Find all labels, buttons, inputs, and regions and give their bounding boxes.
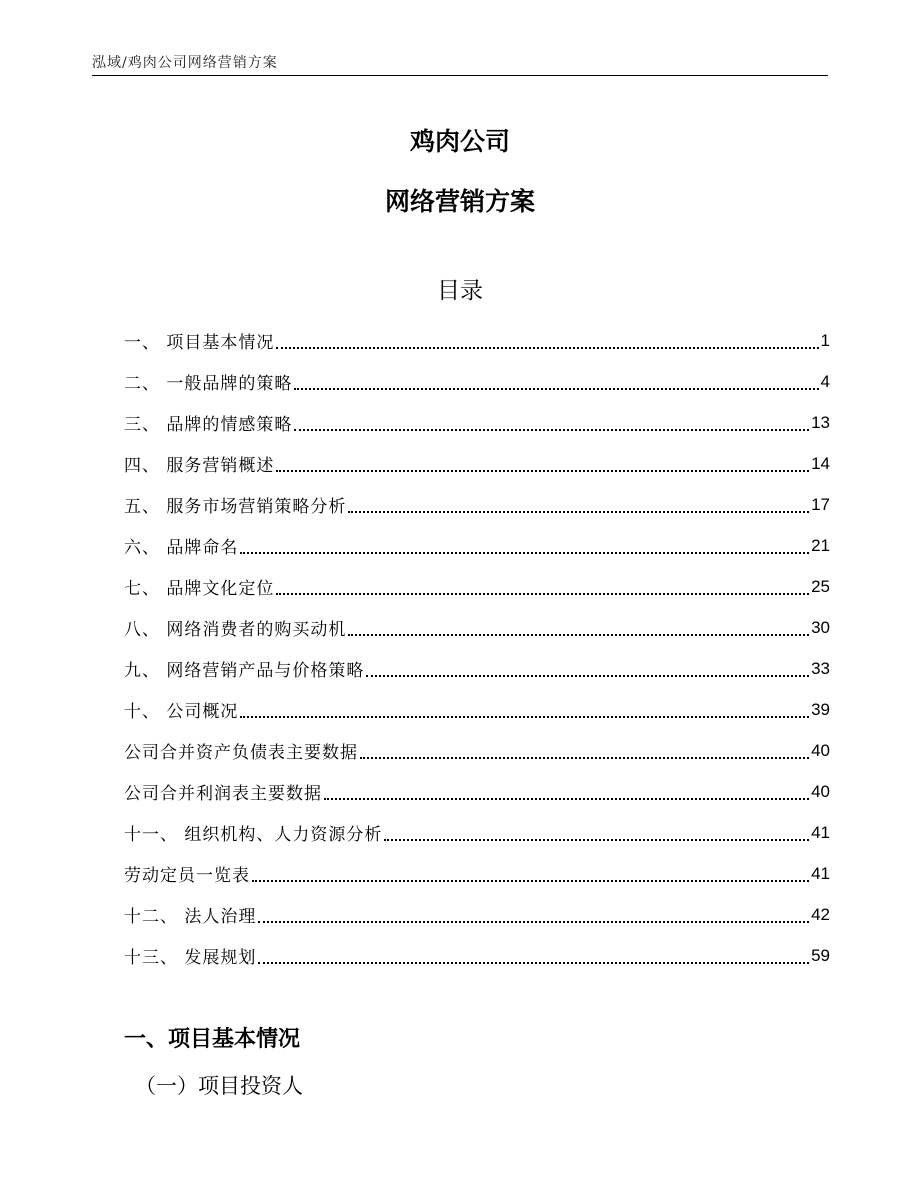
toc-entry[interactable] <box>124 443 830 484</box>
toc-leader-dots <box>348 633 809 636</box>
toc-leader-dots <box>258 961 809 964</box>
toc-entry[interactable] <box>124 853 830 894</box>
toc-leader-dots <box>324 797 809 800</box>
toc-leader-dots <box>240 551 809 554</box>
toc-leader-dots <box>276 469 809 472</box>
toc-entry-page: 41 <box>811 822 830 842</box>
toc-heading: 目录 <box>437 278 483 304</box>
toc-entry[interactable] <box>124 894 830 935</box>
toc-leader-dots <box>252 879 809 882</box>
toc-entry-label: 一、 项目基本情况 <box>124 333 275 353</box>
toc-leader-dots <box>276 592 809 595</box>
toc-entry-page: 14 <box>811 453 830 473</box>
toc-entry-page: 40 <box>811 781 830 801</box>
toc-entry-label: 四、 服务营销概述 <box>124 456 275 476</box>
toc-leader-dots <box>384 838 809 841</box>
toc-entry-label: 三、 品牌的情感策略 <box>124 415 293 435</box>
toc-entry-label: 十二、 法人治理 <box>124 907 257 927</box>
toc-entry[interactable] <box>124 648 830 689</box>
toc-entry-label: 七、 品牌文化定位 <box>124 579 275 599</box>
running-header: 泓域/鸡肉公司网络营销方案 <box>92 55 278 71</box>
toc-entry-label: 十、 公司概况 <box>124 702 239 722</box>
toc-entry[interactable] <box>124 771 830 812</box>
toc-entry-label: 公司合并利润表主要数据 <box>124 784 322 804</box>
toc-entry-label: 五、 服务市场营销策略分析 <box>124 497 347 517</box>
toc-entry[interactable] <box>124 361 830 402</box>
toc-entry-label: 公司合并资产负债表主要数据 <box>124 743 358 763</box>
toc-entry-page: 41 <box>811 863 830 883</box>
toc-entry[interactable] <box>124 566 830 607</box>
toc-entry-page: 1 <box>820 330 830 350</box>
toc-entry[interactable] <box>124 812 830 853</box>
toc-leader-dots <box>348 510 809 513</box>
toc-entry-label: 十一、 组织机构、人力资源分析 <box>124 825 383 845</box>
toc-entry-page: 17 <box>811 494 830 514</box>
toc-entry-page: 4 <box>820 371 830 391</box>
toc-entry[interactable] <box>124 935 830 976</box>
toc-entry-label: 十三、 发展规划 <box>124 948 257 968</box>
toc-entry-page: 59 <box>811 945 830 965</box>
toc-entry-page: 13 <box>811 412 830 432</box>
toc-entry[interactable] <box>124 320 830 361</box>
toc-entry-page: 42 <box>811 904 830 924</box>
toc-leader-dots <box>258 920 809 923</box>
toc-entry-label: 八、 网络消费者的购买动机 <box>124 620 347 640</box>
toc-entry-label: 六、 品牌命名 <box>124 538 239 558</box>
toc-leader-dots <box>294 428 809 431</box>
document-title-line2: 网络营销方案 <box>384 187 535 216</box>
toc-leader-dots <box>276 346 818 349</box>
toc-entry-page: 30 <box>811 617 830 637</box>
header-divider <box>92 75 828 76</box>
toc-entry-label: 二、 一般品牌的策略 <box>124 374 293 394</box>
toc-entry-label: 劳动定员一览表 <box>124 866 250 886</box>
toc-leader-dots <box>294 387 818 390</box>
toc-entry[interactable] <box>124 689 830 730</box>
toc-entry-page: 21 <box>811 535 830 555</box>
toc-entry-page: 40 <box>811 740 830 760</box>
toc-entry[interactable] <box>124 402 830 443</box>
toc-entry-page: 33 <box>811 658 830 678</box>
document-title-line1: 鸡肉公司 <box>409 127 510 156</box>
table-of-contents <box>124 320 830 976</box>
toc-entry-label: 九、 网络营销产品与价格策略 <box>124 661 365 681</box>
section-heading: 一、项目基本情况 <box>124 1027 301 1052</box>
sub-heading: （一）项目投资人 <box>135 1074 303 1098</box>
toc-leader-dots <box>366 674 809 677</box>
toc-entry-page: 39 <box>811 699 830 719</box>
toc-entry[interactable] <box>124 525 830 566</box>
toc-leader-dots <box>360 756 809 759</box>
toc-entry[interactable] <box>124 484 830 525</box>
toc-leader-dots <box>240 715 809 718</box>
toc-entry[interactable] <box>124 730 830 771</box>
toc-entry[interactable] <box>124 607 830 648</box>
toc-entry-page: 25 <box>811 576 830 596</box>
